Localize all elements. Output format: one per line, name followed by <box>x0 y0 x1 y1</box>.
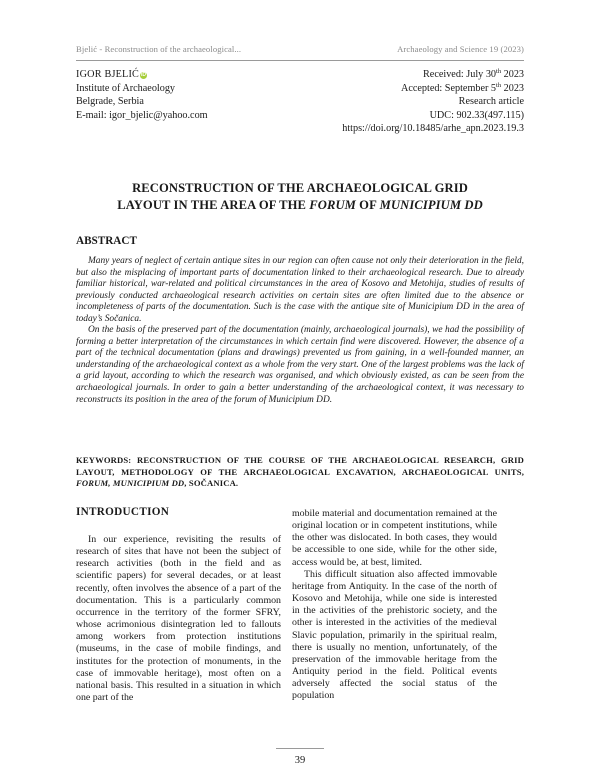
abstract-body <box>76 256 524 406</box>
intro-paragraph-1-cont: mobile material and documentation remained at the original location or in competent institutions, while the other was dislocated. In both cases, they would be accessible to one side, while for the other side, access would be, at best, limited. <box>292 508 497 568</box>
abstract-paragraph-2: On the basis of the preserved part of the documentation (mainly, archaeological journals), we had the possibility of forming a better interpretation of the circumstances in which certain find were discovered. However, the absence of a part of the technical documentation (plans and drawings) prevented us from gaining, in a well-founded manner, an understanding of the archaeological context as a whole from the very start. One of the largest problems was the lack of a grid layout, according to which the research was organised, and which obviously existed, as can be seen from the archaeological journals. In order to gain a better understanding of the archaeological context, it was necessary to reconstructs its position in the area of the forum of Municipium DD. <box>76 325 524 405</box>
running-header-right: Archaeology and Science 19 (2023) <box>397 44 524 54</box>
introduction-heading: INTRODUCTION <box>76 506 170 518</box>
intro-column-right <box>292 508 497 703</box>
keywords: KEYWORDS: RECONSTRUCTION OF THE COURSE OF THE ARCHAEOLOGICAL RESEARCH, GRID LAYOUT, METHODOLOGY OF THE ARCHAEOLOGICAL EXCAVATION, ARCHAEOLOGICAL UNITS, FORUM, MUNICIPIUM DD, SOČANICA. <box>76 455 524 489</box>
accepted-date: Accepted: September 5th 2023 <box>400 81 524 94</box>
title-line-1: RECONSTRUCTION OF THE ARCHAEOLOGICAL GRID <box>132 181 468 195</box>
author-city: Belgrade, Serbia <box>76 96 144 108</box>
author-block <box>76 68 208 122</box>
author-institution: Institute of Archaeology <box>76 82 176 94</box>
author-name: IGOR BJELIĆ <box>76 69 140 80</box>
abstract-paragraph-1: Many years of neglect of certain antique sites in our region can often cause not only their deterioration in the field, but also the misplacing of important parts of documentation linked to their archaeological research. Due to already familiar historical, war-related and political circumstances in the area of Kosovo and Metohija, studies of results of previously conducted archaeological research activities on certain sites are often limited due to the absence or incompleteness of parts of the documentation. Such is the case with the antique site of Municipium DD in the area of today’s Sočanica. <box>76 256 524 324</box>
title-line-2: LAYOUT IN THE AREA OF THE FORUM OF MUNICIPIUM DD <box>117 198 483 212</box>
article-type: Research article <box>458 96 524 108</box>
article-title <box>76 180 524 214</box>
intro-paragraph-2: This difficult situation also affected immovable heritage from Antiquity. In the case of the north of Kosovo and Metohija, while one side is interested in the activities of the prehistoric society, and the other is interested in the activities of the medieval Slavic population, primarily in the spiritual realm, there is usually no mention, unfortunately, of the preservation of the immovable heritage from the Antiquity period in the field. Political events adversely affected the social status of the population <box>292 568 497 702</box>
intro-column-left <box>76 534 281 704</box>
udc: UDC: 902.33(497.115) <box>429 109 524 121</box>
orcid-icon[interactable]: iD <box>141 72 147 78</box>
running-header-left: Bjelić - Reconstruction of the archaeological... <box>76 44 242 54</box>
doi-link[interactable]: https://doi.org/10.18485/arhe_apn.2023.19.3 <box>342 123 524 135</box>
received-date: Received: July 30th 2023 <box>423 68 524 80</box>
footer-rule <box>276 748 324 749</box>
running-header <box>76 44 524 58</box>
intro-paragraph-1: In our experience, revisiting the results of research of sites that have not been the subject of research activities (both in the field and as scientific papers) for several decades, or at least recently, often involves the absence of a part of the documentation. This is a particularly common occurrence in the territory of the former SFRY, whose acrimonious disintegration led to fallouts among workers from protection institutions (museums, in the case of mobile findings, and institutes for the protection of monuments, in the case of immovable heritage), most often on a national basis. This resulted in a situation in which one part of the <box>76 534 281 704</box>
abstract-heading: ABSTRACT <box>76 235 137 247</box>
article-meta <box>342 68 524 136</box>
header-rule <box>76 60 524 61</box>
author-email[interactable]: E-mail: igor_bjelic@yahoo.com <box>76 109 208 121</box>
page-number: 39 <box>294 755 306 766</box>
